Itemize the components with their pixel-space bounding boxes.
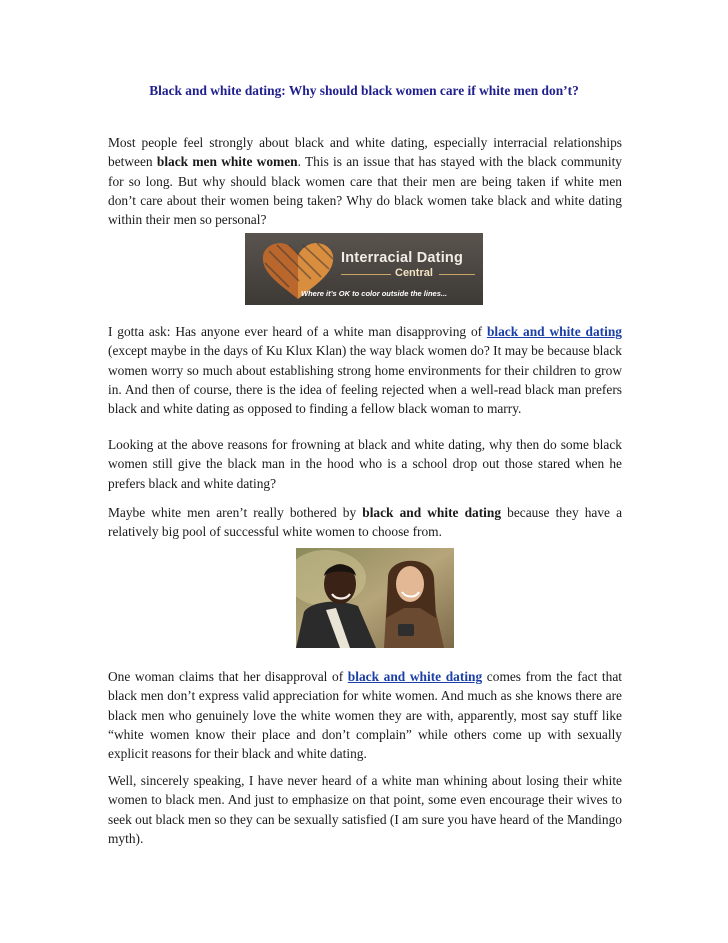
black-and-white-dating-link-2[interactable]: black and white dating	[347, 669, 483, 684]
logo-rule-left	[341, 274, 391, 275]
logo-subtitle: Central	[395, 267, 433, 279]
paragraph-1-text-b: . This is an issue that has stayed with the black community for so long. But why should black women care that their men are being taken if white men don’t care about their women being taken? Why do black women take black and white dating within their men so personal?	[108, 154, 622, 228]
paragraph-4-text-a: Maybe white men aren’t really bothered by	[108, 505, 363, 520]
paragraph-2-text-b: (except maybe in the days of Ku Klux Klan) the way black women do? It may be because black women worry so much about establishing strong home environments for their children to grow in. And then of course, there is the idea of feeling rejected when a well-read black man prefers black and white dating as opposed to finding a fellow black woman to marry.	[108, 343, 622, 417]
paragraph-2-text-a: I gotta ask: Has anyone ever heard of a white man disapproving of	[108, 324, 487, 339]
paragraph-4	[108, 503, 622, 542]
paragraph-4-text-b: because they have a relatively big pool of successful white women to choose from.	[108, 505, 623, 540]
paragraph-2	[108, 322, 622, 418]
paragraph-5-text-b: comes from the fact that black men don’t express valid appreciation for white women. And much as she knows there are black men who genuinely love the white women they are with, apparently, most say stuff like “white women know their place and don’t complain” while others come up with sexually explicit reasons for their black and white dating.	[108, 669, 622, 762]
paragraph-4-bold: black and white dating	[362, 505, 502, 520]
black-and-white-dating-link-1[interactable]: black and white dating	[486, 324, 622, 339]
paragraph-1-bold: black men white women	[156, 154, 298, 170]
paragraph-5	[108, 667, 622, 763]
interracial-dating-central-logo	[245, 233, 483, 305]
logo-title: Interracial Dating	[341, 250, 464, 266]
paragraph-6: Well, sincerely speaking, I have never heard of a white man whining about losing their white women to black men. And just to emphasize on that point, some even encourage their wives to seek out black men so they can be sexually satisfied (I am sure you have heard of the Mandingo myth).	[108, 773, 622, 846]
paragraph-5-text-a: One woman claims that her disapproval of	[108, 669, 348, 684]
logo-rule-right	[439, 274, 475, 275]
couple-photo-image	[296, 548, 454, 648]
paragraph-1	[108, 133, 622, 229]
paragraph-3: Looking at the above reasons for frowning at black and white dating, why then do some black women still give the black man in the hood who is a school drop out those stared when he prefers black and white dating?	[108, 437, 622, 491]
logo-tagline: Where it’s OK to color outside the lines...	[301, 289, 448, 298]
article-title: Black and white dating: Why should black women care if white men don’t?	[149, 83, 579, 98]
paragraph-1-text-a: Most people feel strongly about black and white dating, especially interracial relationships between	[108, 135, 622, 170]
couple-photo	[296, 548, 454, 648]
